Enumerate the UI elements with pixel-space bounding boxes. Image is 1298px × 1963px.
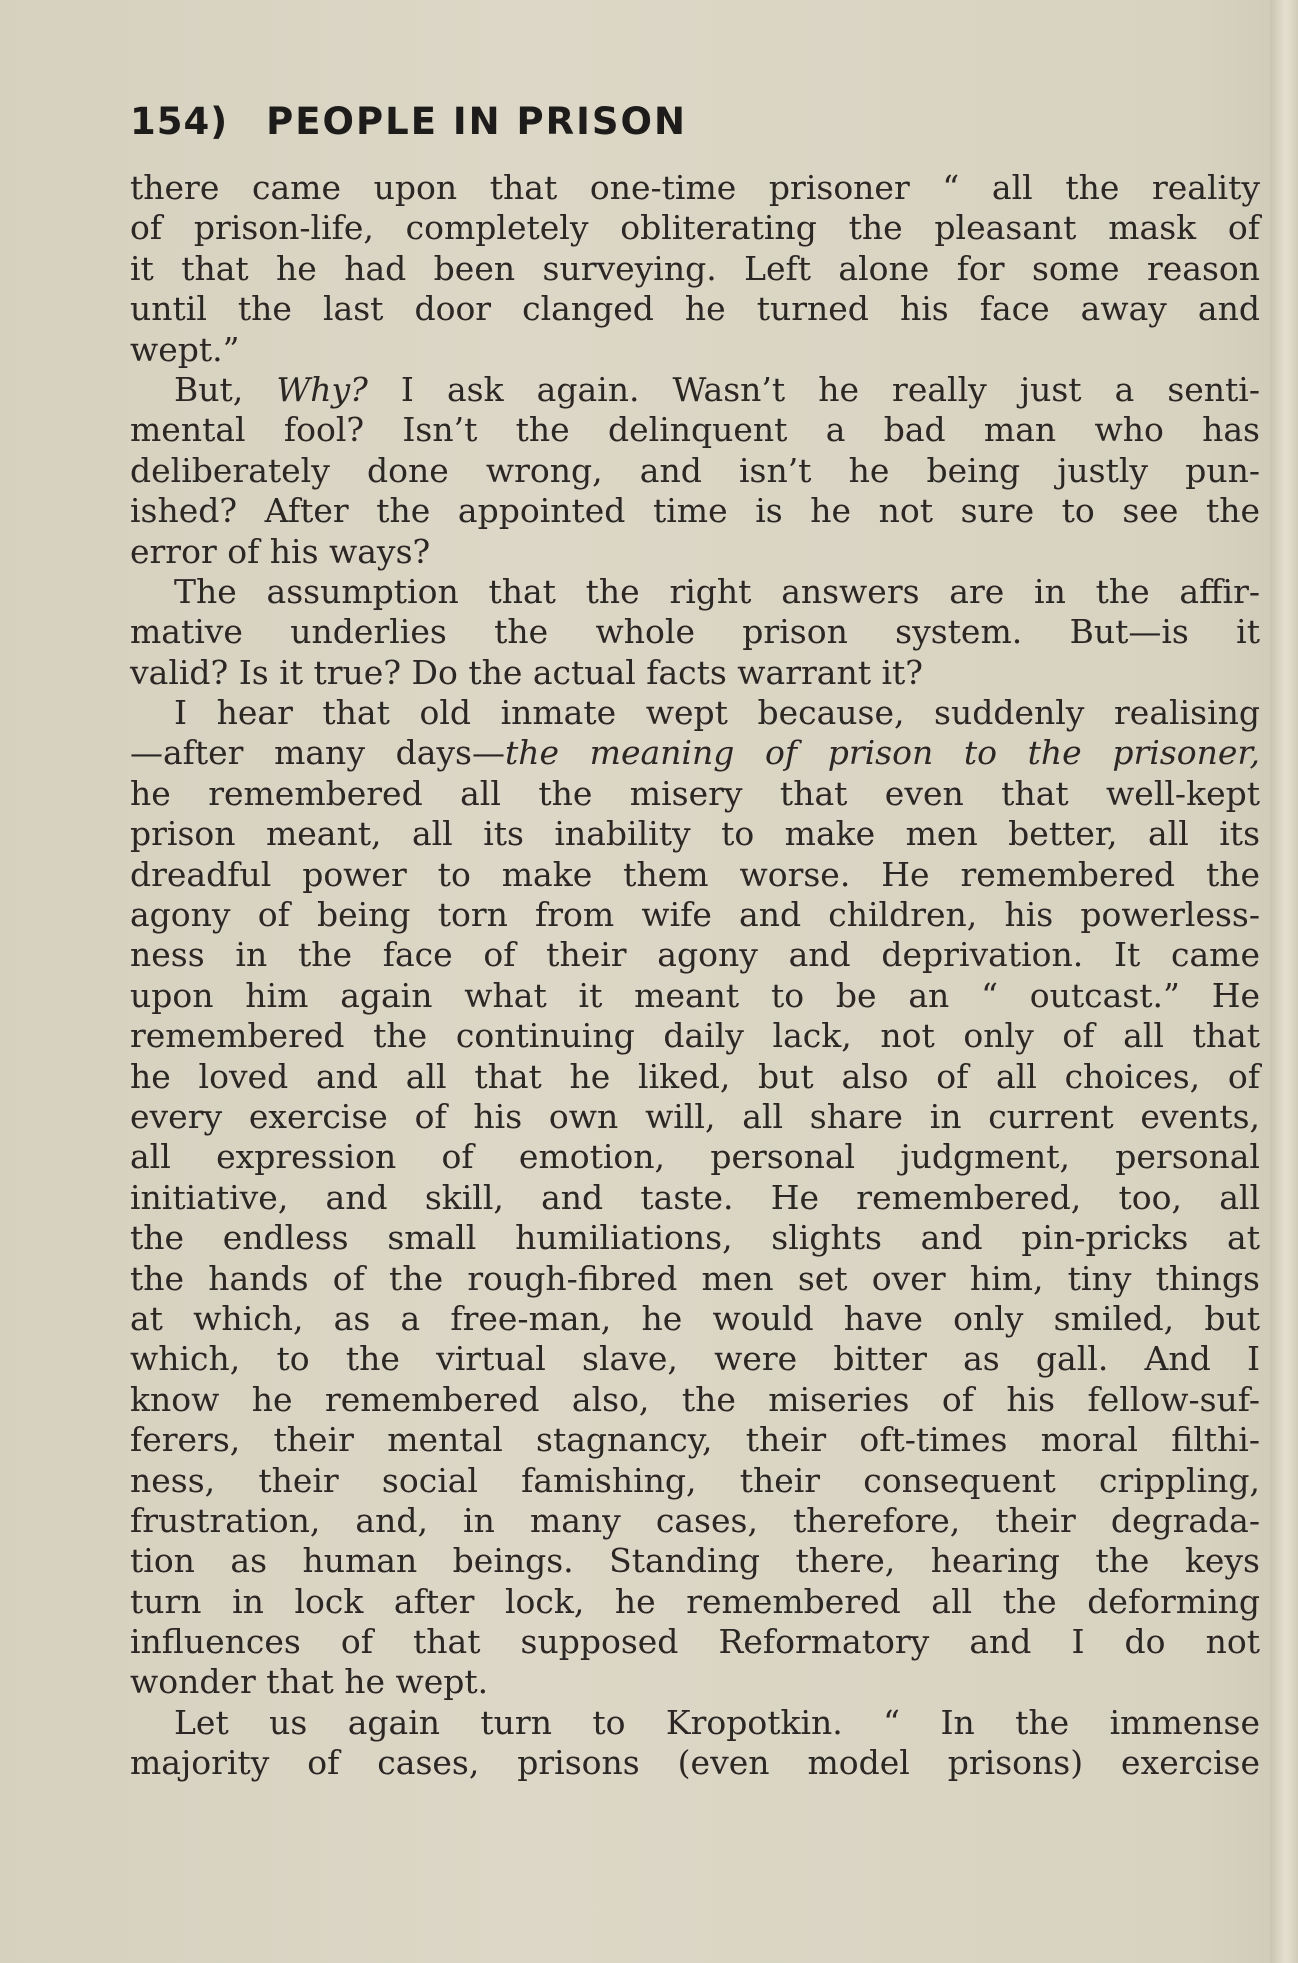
text-line: every exercise of his own will, all share in current events, <box>130 1096 1260 1136</box>
italic-text: Why? <box>276 369 368 409</box>
text-line: upon him again what it meant to be an “ outcast.” He <box>130 975 1260 1015</box>
text-segment: But, <box>174 369 277 409</box>
text-line: mative underlies the whole prison system. But—is it <box>130 612 1260 652</box>
page-number: 154) <box>130 100 229 143</box>
text-line: valid? Is it true? Do the actual facts warrant it? <box>130 652 923 692</box>
page-header <box>130 100 687 150</box>
text-line: of prison-life, completely obliterating the pleasant mask of <box>130 208 1260 248</box>
text-line: he remembered all the misery that even that well-kept <box>130 773 1260 813</box>
text-line: he loved and all that he liked, but also of all choices, of <box>130 1056 1260 1096</box>
text-line <box>130 733 1260 773</box>
text-line: all expression of emotion, personal judgment, personal <box>130 1137 1260 1177</box>
text-line: there came upon that one-time prisoner “ all the reality <box>130 168 1260 207</box>
text-line: dreadful power to make them worse. He remembered the <box>130 854 1260 894</box>
text-line: at which, as a free-man, he would have only smiled, but <box>130 1298 1260 1338</box>
text-line: agony of being torn from wife and children, his powerless- <box>130 895 1260 935</box>
italic-text: the meaning of prison to the prisoner, <box>504 733 1260 773</box>
text-line: remembered the continuing daily lack, not only of all that <box>130 1016 1260 1056</box>
text-line: ness, their social famishing, their consequent crippling, <box>130 1460 1260 1500</box>
page-gutter-edge <box>1270 0 1298 1963</box>
text-line <box>130 370 1260 410</box>
text-line: until the last door clanged he turned his face away and <box>130 289 1260 329</box>
text-line: wept.” <box>130 329 240 369</box>
text-line: prison meant, all its inability to make men better, all its <box>130 814 1260 854</box>
text-line: ferers, their mental stagnancy, their oft-times moral filthi- <box>130 1420 1260 1460</box>
text-line: the endless small humiliations, slights and pin-pricks at <box>130 1218 1260 1258</box>
text-line: it that he had been surveying. Left alone for some reason <box>130 248 1260 288</box>
running-head: PEOPLE IN PRISON <box>266 100 687 143</box>
text-line: mental fool? Isn’t the delinquent a bad man who has <box>130 410 1260 450</box>
text-line: tion as human beings. Standing there, hearing the keys <box>130 1541 1260 1581</box>
text-line: The assumption that the right answers are in the affir- <box>174 571 1260 611</box>
text-line: ness in the face of their agony and deprivation. It came <box>130 935 1260 975</box>
text-line: turn in lock after lock, he remembered all the deforming <box>130 1581 1260 1621</box>
text-line: which, to the virtual slave, were bitter as gall. And I <box>130 1339 1260 1379</box>
text-line: Let us again turn to Kropotkin. “ In the immense <box>174 1702 1260 1742</box>
text-line: ished? After the appointed time is he not sure to see the <box>130 491 1260 531</box>
text-line: frustration, and, in many cases, therefore, their degrada- <box>130 1500 1260 1540</box>
text-line: the hands of the rough-fibred men set over him, tiny things <box>130 1258 1260 1298</box>
text-line: I hear that old inmate wept because, suddenly realising <box>174 693 1260 733</box>
text-segment: I ask again. Wasn’t he really just a senti- <box>367 369 1260 409</box>
text-line: error of his ways? <box>130 531 431 571</box>
body-text <box>130 168 1260 1784</box>
text-line: know he remembered also, the miseries of his fellow-suf- <box>130 1379 1260 1419</box>
text-line: deliberately done wrong, and isn’t he being justly pun- <box>130 450 1260 490</box>
text-line: majority of cases, prisons (even model prisons) exercise <box>130 1743 1260 1783</box>
text-line: influences of that supposed Reformatory and I do not <box>130 1622 1260 1662</box>
text-line: initiative, and skill, and taste. He remembered, too, all <box>130 1177 1260 1217</box>
text-segment: —after many days— <box>130 733 505 773</box>
text-line: wonder that he wept. <box>130 1662 489 1702</box>
